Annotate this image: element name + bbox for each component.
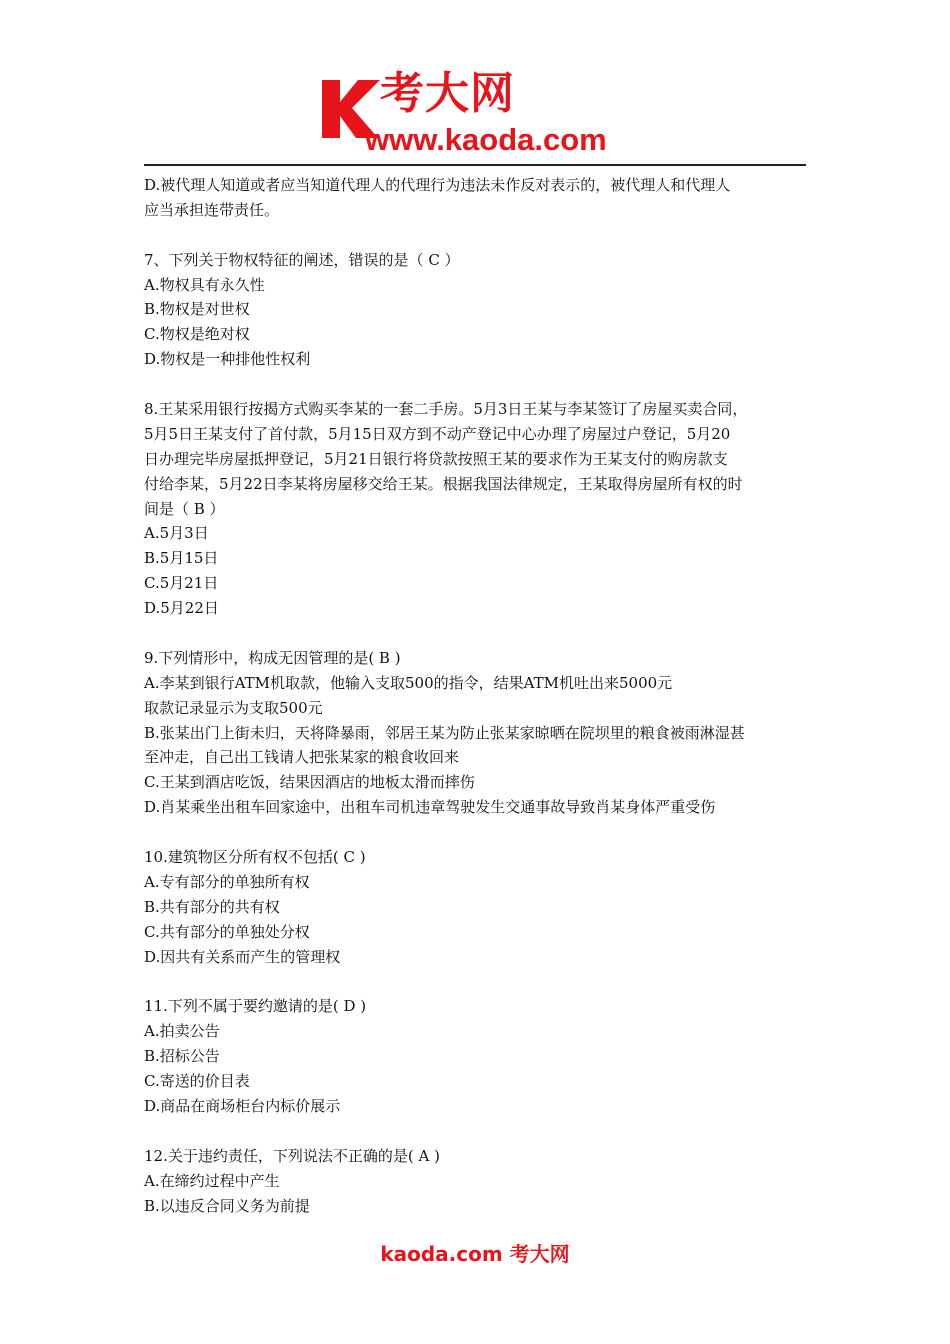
text-line: 至冲走，自己出工钱请人把张某家的粮食收回来: [144, 748, 460, 767]
exam-content: [144, 173, 814, 1218]
text-line: C.物权是绝对权: [144, 325, 250, 344]
blank-line: [144, 1119, 814, 1144]
text-line: A.李某到银行ATM机取款，他输入支取500的指令，结果ATM机吐出来5000元: [144, 673, 673, 692]
blank-line: [144, 970, 814, 995]
text-line: 9.下列情形中，构成无因管理的是( B ): [144, 648, 401, 667]
logo-url-text: www.kaoda.com: [365, 122, 607, 157]
text-line: B.招标公告: [144, 1047, 220, 1066]
text-line: 日办理完毕房屋抵押登记，5月21日银行将贷款按照王某的要求作为王某支付的购房款支: [144, 449, 728, 468]
text-line: 10.建筑物区分所有权不包括( C ): [144, 848, 366, 867]
blank-line: [144, 223, 814, 248]
text-line: B.张某出门上街未归，天将降暴雨，邻居王某为防止张某家晾晒在院坝里的粮食被雨淋湿甚: [144, 723, 745, 742]
text-line: D.5月22日: [144, 599, 219, 618]
text-line: A.专有部分的单独所有权: [144, 872, 310, 891]
text-line: 12.关于违约责任，下列说法不正确的是( A ): [144, 1146, 440, 1165]
text-line: B.以违反合同义务为前提: [144, 1196, 310, 1215]
logo-chinese-text: 考大网: [380, 68, 515, 119]
text-line: 8.王某采用银行按揭方式购买李某的一套二手房。5月3日王某与李某签订了房屋买卖合同，: [144, 400, 748, 419]
text-line: 取款记录显示为支取500元: [144, 698, 323, 717]
kaoda-logo: [318, 68, 638, 160]
text-line: A.物权具有永久性: [144, 275, 265, 294]
text-line: 11.下列不属于要约邀请的是( D ): [144, 997, 367, 1016]
text-line: D.商品在商场柜台内标价展示: [144, 1096, 341, 1115]
text-line: 间是（ B ）: [144, 499, 225, 518]
header-divider: [144, 164, 806, 166]
blank-line: [144, 372, 814, 397]
text-line: D.被代理人知道或者应当知道代理人的代理行为违法未作反对表示的，被代理人和代理人: [144, 176, 731, 194]
text-line: 付给李某，5月22日李某将房屋移交给王某。根据我国法律规定，王某取得房屋所有权的时: [144, 474, 743, 493]
blank-line: [144, 820, 814, 845]
text-line: B.5月15日: [144, 549, 219, 568]
text-line: D.物权是一种排他性权利: [144, 350, 311, 369]
blank-line: [144, 621, 814, 646]
text-line: 5月5日王某支付了首付款，5月15日双方到不动产登记中心办理了房屋过户登记，5月20: [144, 424, 731, 443]
text-line: 7、下列关于物权特征的阐述，错误的是（ C ）: [144, 250, 460, 269]
text-line: C.5月21日: [144, 574, 219, 593]
text-line: A.在缔约过程中产生: [144, 1171, 280, 1190]
text-line: C.共有部分的单独处分权: [144, 922, 310, 941]
text-line: B.共有部分的共有权: [144, 897, 280, 916]
footer-brand: kaoda.com 考大网: [380, 1242, 570, 1266]
text-line: B.物权是对世权: [144, 300, 250, 319]
text-line: D.因共有关系而产生的管理权: [144, 947, 341, 966]
text-line: A.5月3日: [144, 524, 209, 543]
text-line: C.寄送的价目表: [144, 1072, 250, 1091]
text-line: 应当承担连带责任。: [144, 200, 280, 219]
text-line: D.肖某乘坐出租车回家途中，出租车司机违章驾驶发生交通事故导致肖某身体严重受伤: [144, 798, 716, 817]
text-line: C.王某到酒店吃饭，结果因酒店的地板太滑而摔伤: [144, 773, 475, 792]
text-line: A.拍卖公告: [144, 1022, 220, 1041]
